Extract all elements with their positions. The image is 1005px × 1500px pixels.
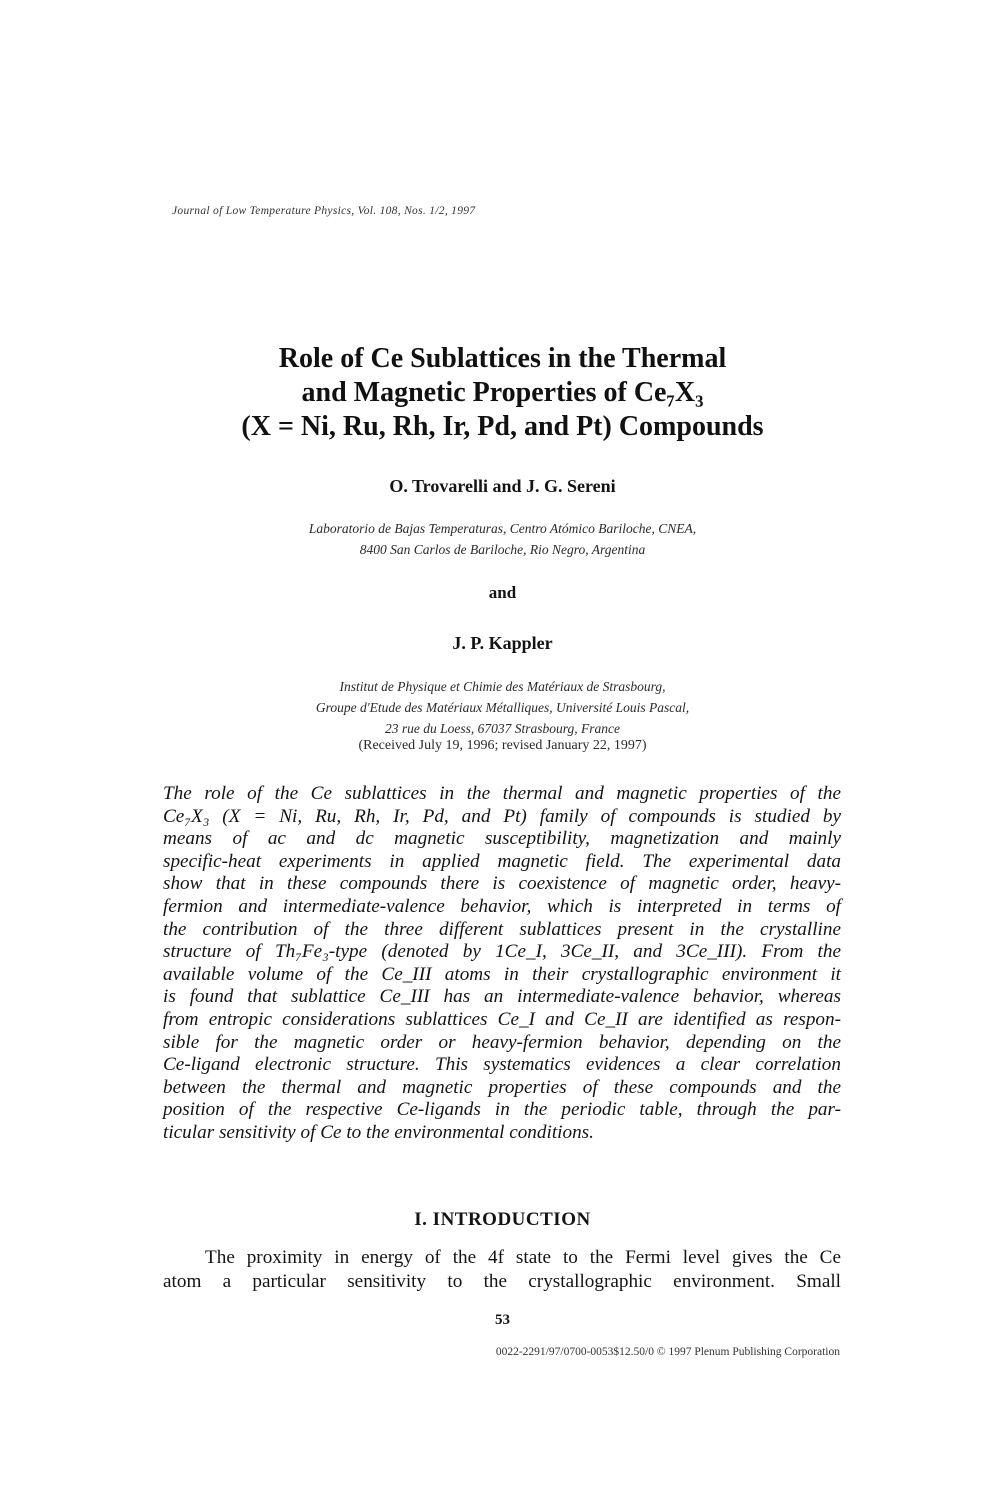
abstract [163, 783, 841, 1145]
section-heading-introduction: I. INTRODUCTION [414, 1209, 591, 1230]
received-dates: (Received July 19, 1996; revised January 22, 1997) [358, 738, 647, 753]
affiliation-1 [0, 518, 1005, 560]
abstract-line: specific-heat experiments in applied magnetic field. The experimental data [163, 850, 841, 872]
abstract-line: The role of the Ce sublattices in the thermal and magnetic properties of the [163, 783, 841, 804]
abstract-line: available volume of the Ce_III atoms in their crystallographic environment it [163, 963, 841, 985]
title-line: and Magnetic Properties of Ce₇X₃ [301, 377, 704, 408]
paper-title [0, 342, 1005, 444]
abstract-line: ticular sensitivity of Ce to the environmental conditions. [163, 1121, 594, 1143]
abstract-line: Ce-ligand electronic structure. This systematics evidences a clear correlation [163, 1054, 841, 1076]
author-2: J. P. Kappler [452, 633, 553, 653]
abstract-line: structure of Th₇Fe₃-type (denoted by 1Ce_I, 3Ce_II, and 3Ce_III). From the [163, 941, 841, 963]
affiliation-line: Laboratorio de Bajas Temperaturas, Centro Atómico Bariloche, CNEA, [308, 521, 697, 536]
abstract-line: between the thermal and magnetic properties of these compounds and the [163, 1076, 841, 1098]
title-line: Role of Ce Sublattices in the Thermal [278, 343, 727, 374]
affiliation-2 [0, 676, 1005, 739]
and-separator: and [488, 583, 517, 602]
page-number: 53 [495, 1312, 510, 1328]
introduction-text [163, 1246, 841, 1294]
affiliation-line: 8400 San Carlos de Bariloche, Rio Negro, Argentina [359, 542, 646, 557]
affiliation-line: Institut de Physique et Chimie des Matériaux de Strasbourg, [339, 679, 666, 694]
affiliation-line: Groupe d'Etude des Matériaux Métalliques, Université Louis Pascal, [315, 700, 690, 715]
abstract-line: show that in these compounds there is coexistence of magnetic order, heavy- [163, 873, 841, 895]
affiliation-line: 23 rue du Loess, 67037 Strasbourg, France [385, 721, 620, 736]
abstract-line: Ce₇X₃ (X = Ni, Ru, Rh, Ir, Pd, and Pt) family of compounds is studied by [163, 805, 841, 827]
abstract-line: fermion and intermediate-valence behavior, which is interpreted in terms of [163, 895, 841, 917]
abstract-line: is found that sublattice Ce_III has an intermediate-valence behavior, whereas [163, 986, 841, 1008]
intro-line: The proximity in energy of the 4f state to the Fermi level gives the Ce [205, 1247, 841, 1268]
copyright-line: 0022-2291/97/0700-0053$12.50/0 © 1997 Plenum Publishing Corporation [495, 1346, 840, 1358]
abstract-line: means of ac and dc magnetic susceptibility, magnetization and mainly [163, 828, 841, 850]
abstract-line: position of the respective Ce-ligands in the periodic table, through the par- [163, 1099, 841, 1121]
authors: O. Trovarelli and J. G. Sereni [389, 476, 616, 496]
abstract-line: sible for the magnetic order or heavy-fermion behavior, depending on the [163, 1031, 841, 1053]
abstract-line: the contribution of the three different sublattices present in the crystalline [163, 918, 841, 940]
title-line: (X = Ni, Ru, Rh, Ir, Pd, and Pt) Compounds [241, 411, 764, 442]
intro-line: atom a particular sensitivity to the crystallographic environment. Small [163, 1271, 841, 1292]
journal-citation: Journal of Low Temperature Physics, Vol. 108, Nos. 1/2, 1997 [172, 205, 476, 217]
abstract-line: from entropic considerations sublattices Ce_I and Ce_II are identified as respon- [163, 1008, 841, 1030]
